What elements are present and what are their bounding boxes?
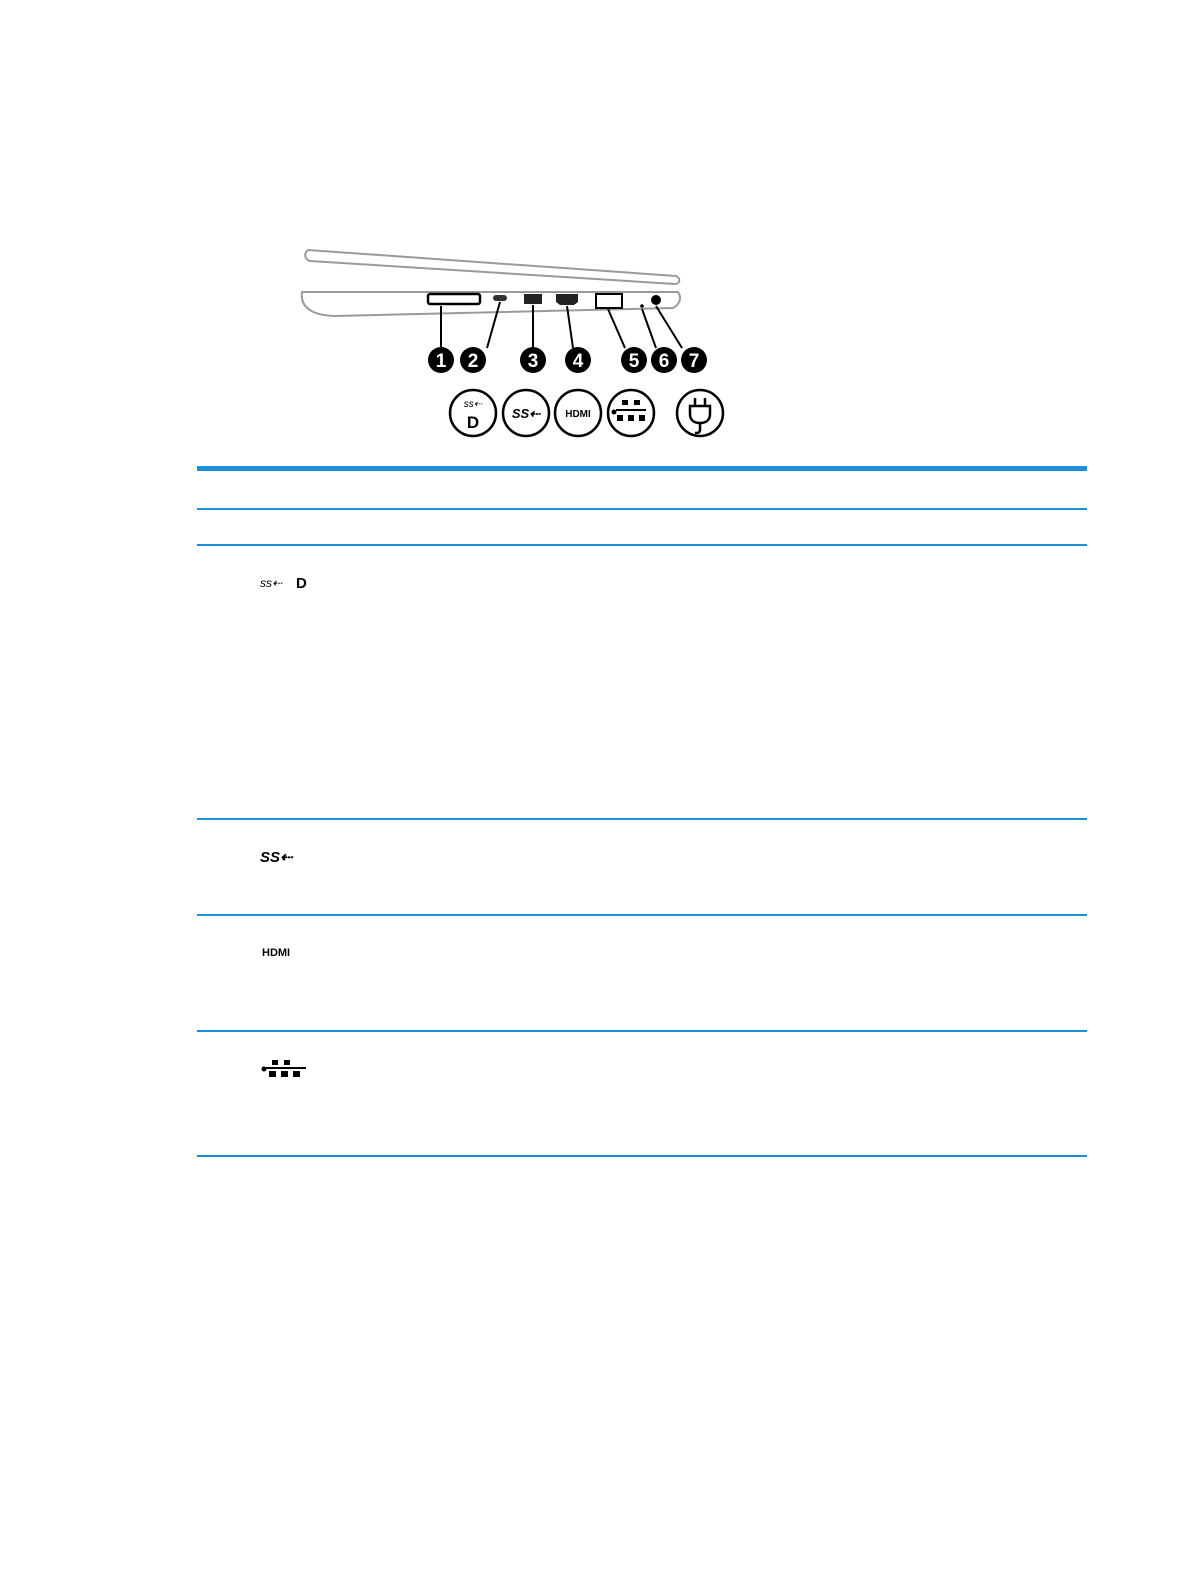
- rj45-network-icon: [258, 1058, 314, 1078]
- svg-text:ss⇠: ss⇠: [260, 576, 283, 590]
- callout-1-number: 1: [435, 351, 447, 372]
- table-top-rule: [197, 466, 1087, 471]
- usb-type-a-port: [524, 294, 542, 304]
- usb-superspeed-displayport-icon: [258, 572, 314, 592]
- callout-6: [651, 347, 677, 373]
- laptop-base: [302, 292, 680, 316]
- callout-5: [621, 347, 647, 373]
- power-connector: [651, 295, 661, 305]
- hdmi-icon: [258, 942, 314, 962]
- callout-2: [460, 347, 486, 373]
- rj45-network-icon: [608, 390, 654, 436]
- table-row-rule: [197, 818, 1087, 820]
- usb-superspeed-icon: [503, 390, 549, 436]
- laptop-right-side-illustration: [290, 240, 750, 450]
- table-bottom-rule: [197, 1155, 1087, 1157]
- svg-text:ss⇠: ss⇠: [463, 399, 483, 410]
- callout-2-number: 2: [467, 351, 479, 372]
- media-card-reader-slot: [428, 294, 480, 304]
- callout-5-number: 5: [628, 351, 640, 372]
- svg-text:SS⇠: SS⇠: [260, 849, 293, 866]
- hdmi-icon: [555, 390, 601, 436]
- laptop-lid: [305, 250, 679, 284]
- svg-text:D: D: [296, 575, 307, 592]
- usb-type-c-port: [493, 295, 507, 301]
- svg-text:HDMI: HDMI: [565, 409, 591, 420]
- callout-3: [520, 347, 546, 373]
- callout-7-number: 7: [688, 351, 700, 372]
- callout-3-number: 3: [527, 351, 539, 372]
- usb-superspeed-icon: [258, 846, 314, 866]
- table-header-rule: [197, 508, 1087, 510]
- table-row-rule: [197, 544, 1087, 546]
- svg-text:HDMI: HDMI: [262, 947, 291, 959]
- usb-superspeed-displayport-icon: [450, 390, 496, 436]
- callout-1: [428, 347, 454, 373]
- rj45-port: [596, 294, 622, 308]
- callout-6-number: 6: [658, 351, 670, 372]
- svg-text:D: D: [466, 413, 480, 432]
- svg-text:SS⇠: SS⇠: [511, 406, 541, 421]
- callout-4: [565, 347, 591, 373]
- callout-7: [681, 347, 707, 373]
- table-row-rule: [197, 1030, 1087, 1032]
- status-light: [640, 304, 644, 308]
- power-plug-icon: [677, 390, 723, 436]
- callout-4-number: 4: [572, 351, 584, 372]
- hdmi-port: [556, 294, 578, 305]
- table-row-rule: [197, 914, 1087, 916]
